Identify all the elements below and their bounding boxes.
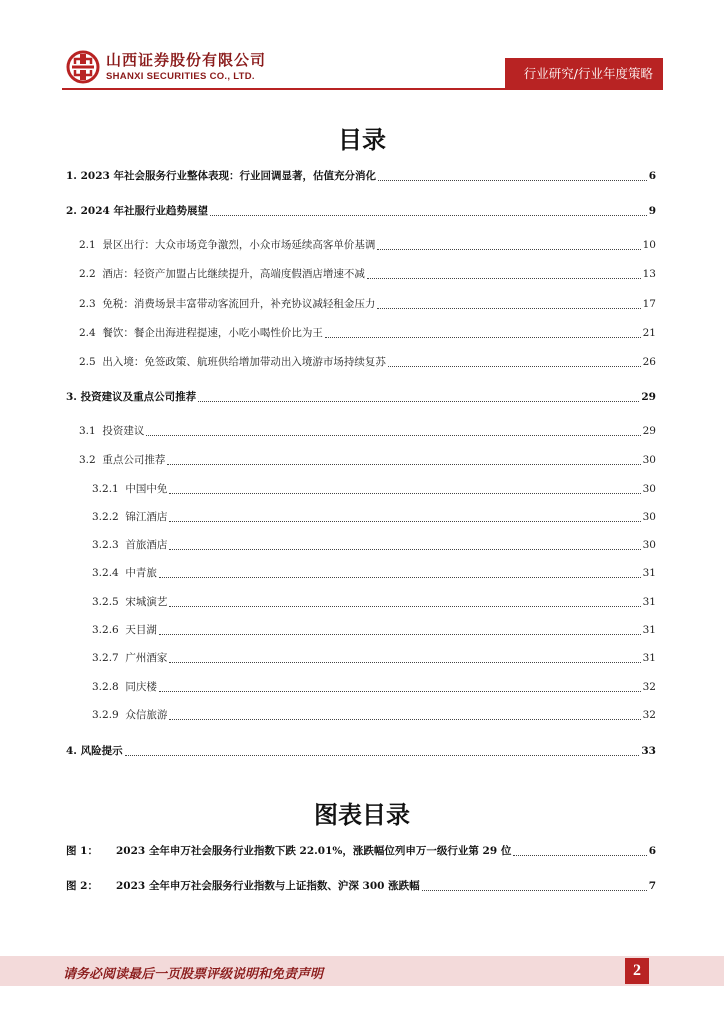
toc-item[interactable]: 3.2.2 锦江酒店 30 <box>92 511 656 523</box>
toc-item[interactable]: 2. 2024 年社服行业趋势展望 9 <box>66 205 656 217</box>
company-logo <box>66 50 266 84</box>
figure-list-title: 图表目录 <box>314 801 410 829</box>
toc-item[interactable]: 3.2 重点公司推荐 30 <box>79 454 656 466</box>
page-number: 2 <box>625 958 649 984</box>
toc-item[interactable]: 1. 2023 年社会服务行业整体表现：行业回调显著，估值充分消化 6 <box>66 170 656 182</box>
toc-item[interactable]: 2.1 景区出行：大众市场竞争激烈，小众市场延续高客单价基调 10 <box>79 239 656 251</box>
company-name-cn: 山西证券股份有限公司 <box>106 50 267 69</box>
toc-item[interactable]: 3.1 投资建议 29 <box>79 425 656 437</box>
figure-item[interactable]: 图 2： 2023 全年申万社会服务行业指数与上证指数、沪深 300 涨跌幅 7 <box>66 880 656 892</box>
toc-item[interactable]: 3.2.1 中国中免 30 <box>92 483 656 495</box>
company-name-en: SHANXI SECURITIES CO., LTD. <box>106 70 255 82</box>
toc-item[interactable]: 3.2.7 广州酒家 31 <box>92 652 656 664</box>
toc-item[interactable]: 3. 投资建议及重点公司推荐 29 <box>66 391 656 403</box>
header-divider <box>62 88 663 90</box>
toc-title: 目录 <box>338 126 386 154</box>
toc-item[interactable]: 4. 风险提示 33 <box>66 745 656 757</box>
toc-item[interactable]: 3.2.3 首旅酒店 30 <box>92 539 656 551</box>
toc-item[interactable]: 2.2 酒店：轻资产加盟占比继续提升，高端度假酒店增速不减 13 <box>79 268 656 280</box>
toc-item[interactable]: 3.2.6 天目湖 31 <box>92 624 656 636</box>
footer-disclaimer[interactable]: 请务必阅读最后一页股票评级说明和免责声明 <box>63 967 324 982</box>
company-logo-icon <box>66 50 100 84</box>
toc-item[interactable]: 2.3 免税：消费场景丰富带动客流回升，补充协议减轻租金压力 17 <box>79 298 656 310</box>
figure-item[interactable]: 图 1： 2023 全年申万社会服务行业指数下跌 22.01%，涨跌幅位列申万一级行业第 29 位 6 <box>66 845 656 857</box>
toc-item[interactable]: 3.2.4 中青旅 31 <box>92 567 656 579</box>
toc-item[interactable]: 3.2.9 众信旅游 32 <box>92 709 656 721</box>
report-type-badge: 行业研究/行业年度策略 <box>505 58 663 88</box>
toc-item[interactable]: 3.2.5 宋城演艺 31 <box>92 596 656 608</box>
toc-item[interactable]: 3.2.8 同庆楼 32 <box>92 681 656 693</box>
toc-item[interactable]: 2.4 餐饮：餐企出海进程提速，小吃小喝性价比为王 21 <box>79 327 656 339</box>
toc-item[interactable]: 2.5 出入境：免签政策、航班供给增加带动出入境游市场持续复苏 26 <box>79 356 656 368</box>
